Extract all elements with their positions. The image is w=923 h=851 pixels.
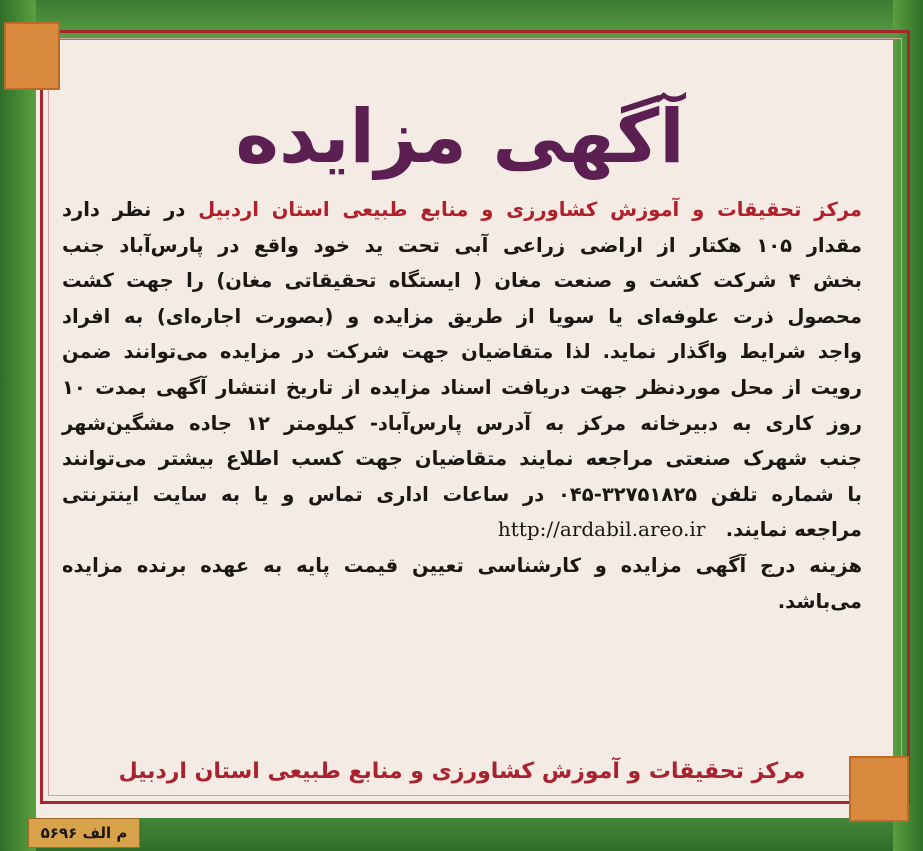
body-line-8: جنب شهرک صنعتی مراجعه نمایند متقاضیان جهت کسب اطلاع بیشتر می‌توانند: [62, 447, 862, 471]
corner-square-top-left: [4, 22, 60, 90]
website-link[interactable]: http://ardabil.areo.ir: [497, 517, 706, 542]
body-line-12: می‌باشد.: [777, 589, 862, 613]
ad-code-tag: م الف ۵۶۹۶: [28, 818, 140, 848]
body-line-1-tail: در نظر دارد: [62, 198, 186, 221]
body-line-10-tail: مراجعه نمایند.: [725, 518, 862, 542]
footer-organization: مرکز تحقیقات و آموزش کشاورزی و منابع طبیعی استان اردبیل: [118, 759, 806, 784]
body-line-6: رویت از محل موردنظر جهت دریافت اسناد مزایده از تاریخ انتشار آگهی بمدت ۱۰: [62, 375, 862, 399]
body-line-3: بخش ۴ شرکت کشت و صنعت مغان ( ایستگاه تحقیقاتی مغان) را جهت کشت: [62, 269, 863, 293]
body-line-11: هزینه درج آگهی مزایده و کارشناسی تعیین قیمت پایه به عهده برنده مزایده: [62, 553, 862, 577]
body-line-9: با شماره تلفن ۳۲۷۵۱۸۲۵-۰۴۵ در ساعات اداری تماس و یا به سایت اینترنتی: [62, 482, 863, 506]
body-line-7: روز کاری به دبیرخانه مرکز به آدرس پارس‌آباد- کیلومتر ۱۲ جاده مشگین‌شهر: [62, 411, 863, 435]
body-line-10: [62, 512, 862, 548]
body-line-1: [62, 192, 862, 228]
org-name-highlight: مرکز تحقیقات و آموزش کشاورزی و منابع طبیعی استان اردبیل: [198, 198, 862, 221]
body-line-5: واجد شرایط واگذار نماید. لذا متقاضیان جهت شرکت در مزایده می‌توانند ضمن: [62, 340, 862, 364]
ad-title: آگهی مزایده: [235, 94, 685, 180]
ad-body: [62, 192, 862, 732]
body-line-4: محصول ذرت علوفه‌ای یا سویا از طریق مزایده و (بصورت اجاره‌ای) به افراد: [62, 304, 862, 328]
frame-left: [0, 0, 36, 851]
body-line-2: مقدار ۱۰۵ هکتار از اراضی زراعی آبی تحت ید خود واقع در پارس‌آباد جنب: [62, 233, 862, 257]
